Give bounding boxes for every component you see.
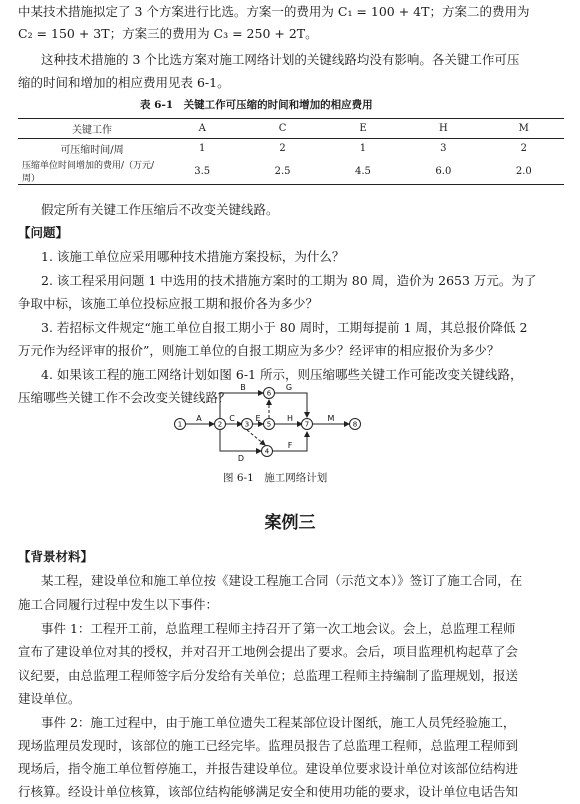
question-line: 争取中标，该施工单位投标应报工期和报价各为多少？ — [18, 296, 319, 311]
activity-label: C — [229, 414, 235, 423]
case-line: 现场监理员发现时，该部位的施工已经完毕。监理员报告了总监理工程师，总监理工程师到 — [18, 738, 519, 753]
table-header-cell: E — [323, 119, 403, 139]
table-header-cell: M — [484, 119, 564, 139]
node-label: 5 — [266, 420, 272, 429]
case-line: 事件 1：工程开工前，总监理工程师主持召开了第一次工地会议。会上，总监理工程师 — [41, 621, 516, 636]
table-header-cell: C — [242, 119, 322, 139]
network-diagram — [165, 378, 405, 464]
node-label: 7 — [304, 420, 310, 429]
case-line: 建设单位。 — [18, 691, 81, 706]
table-caption: 表 6-1 关键工作可压缩的时间和增加的相应费用 — [140, 99, 373, 111]
case-line: 事件 2：施工过程中，由于施工单位遗失工程某部位设计图纸，施工人员凭经验施工， — [41, 715, 516, 730]
paragraph-line: 这种技术措施的 3 个比选方案对施工网络计划的关键线路均没有影响。各关键工作可压 — [41, 52, 520, 67]
case-line: 宣布了建设单位对其的授权，并对召开工地例会提出了要求。会后，项目监理机构起草了会 — [18, 644, 519, 659]
activity-label: B — [240, 383, 246, 392]
case-line: 施工合同履行过程中发生以下事件： — [18, 597, 219, 612]
case-line: 行核算。经设计单位核算，该部位结构能够满足安全和使用功能的要求，设计单位电话告知 — [18, 784, 519, 799]
paragraph-line: 假定所有关键工作压缩后不改变关键线路。 — [41, 202, 279, 217]
table-cell: 可压缩时间/周 — [60, 145, 124, 156]
question-line: 1. 该施工单位应采用哪种技术措施方案投标，为什么？ — [41, 249, 345, 264]
table-row — [18, 139, 564, 159]
table-row — [18, 158, 564, 185]
table-cell: 1 — [199, 143, 206, 154]
background-heading: 【背景材料】 — [18, 549, 94, 564]
activity-label: H — [286, 414, 294, 423]
activity-label: D — [237, 454, 245, 463]
case-line: 议纪要，由总监理工程师签字后分发给有关单位；总监理工程师主持编制了监理规划，报送 — [18, 668, 519, 683]
table-cell: 3 — [440, 143, 447, 154]
question-line: 4. 如果该工程的施工网络计划如图 6-1 所示，则压缩哪些关键工作可能改变关键线路， — [41, 367, 523, 382]
table-cell: 2 — [279, 143, 286, 154]
table-header-cell: 关键工作 — [18, 119, 162, 139]
table-header-cell: H — [403, 119, 483, 139]
node-label: 2 — [217, 420, 223, 429]
activity-label: G — [285, 383, 293, 392]
figure-caption: 图 6-1 施工网络计划 — [223, 472, 328, 484]
case-title: 案例三 — [264, 513, 316, 533]
table-cell: 2 — [520, 143, 527, 154]
activity-label: E — [255, 414, 261, 423]
question-line: 3. 若招标文件规定“施工单位自报工期小于 80 周时，工期每提前 1 周，其总报价降低 2 — [41, 320, 528, 335]
table-cell: 4.5 — [323, 158, 403, 185]
question-line: 压缩哪些关键工作不会改变关键线路？ — [18, 390, 231, 405]
activity-label: A — [196, 414, 202, 423]
table-cell: 压缩单位时间增加的费用/（万元/周） — [18, 158, 162, 185]
compression-table — [18, 118, 564, 185]
node-label: 3 — [244, 420, 250, 429]
node-label: 6 — [266, 389, 272, 398]
node-label: 8 — [352, 420, 358, 429]
case-line: 某工程，建设单位和施工单位按《建设工程施工合同（示范文本）》签订了施工合同，在 — [41, 573, 523, 588]
activity-label: F — [287, 441, 293, 450]
table-cell: 3.5 — [162, 158, 242, 185]
node-label: 1 — [177, 420, 183, 429]
paragraph-line: C₂ = 150 + 3T；方案三的费用为 C₃ = 250 + 2T。 — [18, 26, 318, 41]
table-cell: 6.0 — [403, 158, 483, 185]
question-line: 2. 该工程采用问题 1 中选用的技术措施方案时的工期为 80 周，造价为 2653 万元。为了 — [41, 273, 537, 288]
questions-heading: 【问题】 — [18, 225, 69, 240]
table-cell: 2.5 — [242, 158, 322, 185]
table-cell: 2.0 — [484, 158, 564, 185]
paragraph-line: 缩的时间和增加的相应费用见表 6-1。 — [18, 75, 230, 90]
question-line: 万元作为经评审的报价”，则施工单位的自报工期应为多少？经评审的相应报价为多少？ — [18, 343, 500, 358]
table-header-cell: A — [162, 119, 242, 139]
node-label: 4 — [264, 447, 270, 456]
table-header-row — [18, 119, 564, 139]
case-line: 现场后，指令施工单位暂停施工，并报告建设单位。建设单位要求设计单位对该部位结构进 — [18, 761, 519, 776]
activity-label: M — [327, 414, 335, 423]
table-cell: 1 — [359, 143, 367, 154]
paragraph-line: 中某技术措施拟定了 3 个方案进行比选。方案一的费用为 C₁ = 100 + 4T；方案二的费用为 — [18, 4, 530, 19]
